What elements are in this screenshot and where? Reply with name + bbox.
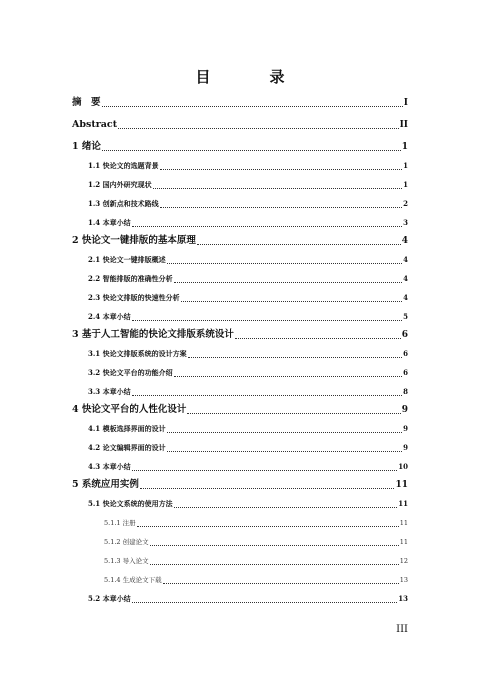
toc-entry-page: 6	[401, 330, 408, 340]
toc-entry-label: 1.3 创新点和技术路线	[88, 199, 159, 208]
toc-entry-page: 11	[398, 499, 408, 508]
toc-entry	[72, 178, 408, 192]
toc-entry-label: Abstract	[72, 119, 118, 130]
toc-entry	[72, 478, 408, 492]
toc-entry-label: 3 基于人工智能的快论文排版系统设计	[72, 329, 234, 340]
toc-entry-page: 11	[399, 538, 408, 546]
page-number: III	[396, 624, 408, 635]
toc-entry-label: 4.3 本章小结	[88, 462, 131, 471]
toc-entry-label: 5 系统应用实例	[72, 479, 139, 490]
toc-entry-label: 2.4 本章小结	[88, 312, 131, 321]
toc-entry-page: 4	[403, 255, 408, 264]
toc-entry	[72, 516, 408, 530]
toc-leader-dots	[132, 470, 398, 471]
toc-entry-page: 10	[398, 462, 408, 471]
toc-entry-page: I	[403, 98, 408, 108]
toc-leader-dots	[187, 413, 400, 414]
toc-entry-page: 11	[399, 519, 408, 527]
toc-entry	[72, 140, 408, 154]
toc-entry-label: 4.2 论文编辑界面的设计	[88, 443, 166, 452]
toc-entry-label: 5.1.1 注册	[104, 519, 136, 527]
toc-entry-page: 5	[403, 312, 408, 321]
toc-entry-label: 2.3 快论文排版的快速性分析	[88, 293, 180, 302]
toc-leader-dots	[163, 583, 399, 584]
toc-entry	[72, 535, 408, 549]
toc-leader-dots	[150, 545, 399, 546]
toc-entry-label: 1 绪论	[72, 141, 101, 152]
toc-entry-label: 4 快论文平台的人性化设计	[72, 404, 187, 415]
toc-entry	[72, 310, 408, 324]
toc-entry-page: 4	[403, 293, 408, 302]
toc-leader-dots	[160, 169, 403, 170]
toc-entry-label: 2 快论文一键排版的基本原理	[72, 235, 196, 246]
toc-entry-label: 1.4 本章小结	[88, 218, 131, 227]
toc-entry	[72, 159, 408, 173]
toc-entry-page: 4	[401, 236, 408, 246]
toc-entry-page: 3	[403, 218, 408, 227]
toc-entry-label: 2.1 快论文一键排版概述	[88, 255, 166, 264]
toc-leader-dots	[140, 488, 395, 489]
toc-leader-dots	[150, 564, 399, 565]
toc-leader-dots	[102, 106, 403, 107]
toc-leader-dots	[181, 301, 403, 302]
toc-entry-label: 3.3 本章小结	[88, 387, 131, 396]
toc-entry	[72, 385, 408, 399]
toc-entry-page: 9	[403, 424, 408, 433]
toc-entry-label: 5.1.3 导入论文	[104, 557, 149, 565]
toc-entry-label: 5.2 本章小结	[88, 594, 131, 603]
toc-entry-label: 4.1 模板选择界面的设计	[88, 424, 166, 433]
toc-entry	[72, 347, 408, 361]
toc-leader-dots	[174, 507, 398, 508]
toc-entry-page: 9	[403, 443, 408, 452]
toc-entry	[72, 291, 408, 305]
toc-entry-label: 5.1.4 生成论文下载	[104, 576, 162, 584]
toc-entry	[72, 216, 408, 230]
toc-entry-page: 1	[403, 161, 408, 170]
toc-entry-page: 12	[399, 557, 408, 565]
toc-leader-dots	[167, 451, 403, 452]
toc-entry-label: 3.2 快论文平台的功能介绍	[88, 368, 173, 377]
toc-entry-page: 13	[399, 576, 408, 584]
toc-entry	[72, 234, 408, 248]
toc-entry-page: 9	[401, 405, 408, 415]
toc-entry-page: 6	[403, 349, 408, 358]
toc-leader-dots	[132, 395, 403, 396]
toc-entry-page: 4	[403, 274, 408, 283]
toc-entry-page: 11	[395, 480, 408, 490]
toc-leader-dots	[235, 338, 401, 339]
toc-entry	[72, 366, 408, 380]
toc-entry	[72, 422, 408, 436]
toc-leader-dots	[132, 320, 403, 321]
toc-leader-dots	[197, 244, 401, 245]
toc-leader-dots	[167, 432, 403, 433]
toc-entry-page: 8	[403, 387, 408, 396]
toc-entry-label: 5.1.2 创建论文	[104, 538, 149, 546]
toc-entry	[72, 497, 408, 511]
toc-entry-page: 6	[403, 368, 408, 377]
toc-entry	[72, 272, 408, 286]
toc-entry	[72, 118, 408, 132]
toc-leader-dots	[153, 188, 403, 189]
toc-leader-dots	[167, 263, 403, 264]
toc-leader-dots	[137, 526, 399, 527]
toc-entry-page: 13	[398, 594, 408, 603]
toc-entry	[72, 403, 408, 417]
toc-entry-label: 3.1 快论文排版系统的设计方案	[88, 349, 187, 358]
toc-leader-dots	[132, 602, 398, 603]
toc-leader-dots	[160, 207, 403, 208]
toc-entry-page: 1	[401, 142, 408, 152]
toc-leader-dots	[102, 150, 401, 151]
toc-entry-label: 5.1 快论文系统的使用方法	[88, 499, 173, 508]
toc-entry	[72, 441, 408, 455]
toc-leader-dots	[188, 357, 403, 358]
toc-entry	[72, 573, 408, 587]
toc-entry	[72, 197, 408, 211]
toc-entry-label: 2.2 智能排版的准确性分析	[88, 274, 173, 283]
toc-entry	[72, 592, 408, 606]
toc-leader-dots	[132, 226, 403, 227]
toc-leader-dots	[174, 376, 403, 377]
toc-entry	[72, 253, 408, 267]
toc-leader-dots	[174, 282, 403, 283]
toc-entry-label: 摘 要	[72, 97, 101, 108]
page-title: 目 录	[195, 68, 307, 86]
toc-entry-page: 2	[403, 199, 408, 208]
toc-entry	[72, 554, 408, 568]
toc-leader-dots	[118, 128, 398, 129]
toc-entry	[72, 460, 408, 474]
toc-entry-label: 1.1 快论文的选题背景	[88, 161, 159, 170]
toc-entry	[72, 96, 408, 110]
toc-entry-page: II	[399, 120, 408, 130]
toc-entry-label: 1.2 国内外研究现状	[88, 180, 152, 189]
toc-entry-page: 1	[403, 180, 408, 189]
toc-entry	[72, 328, 408, 342]
